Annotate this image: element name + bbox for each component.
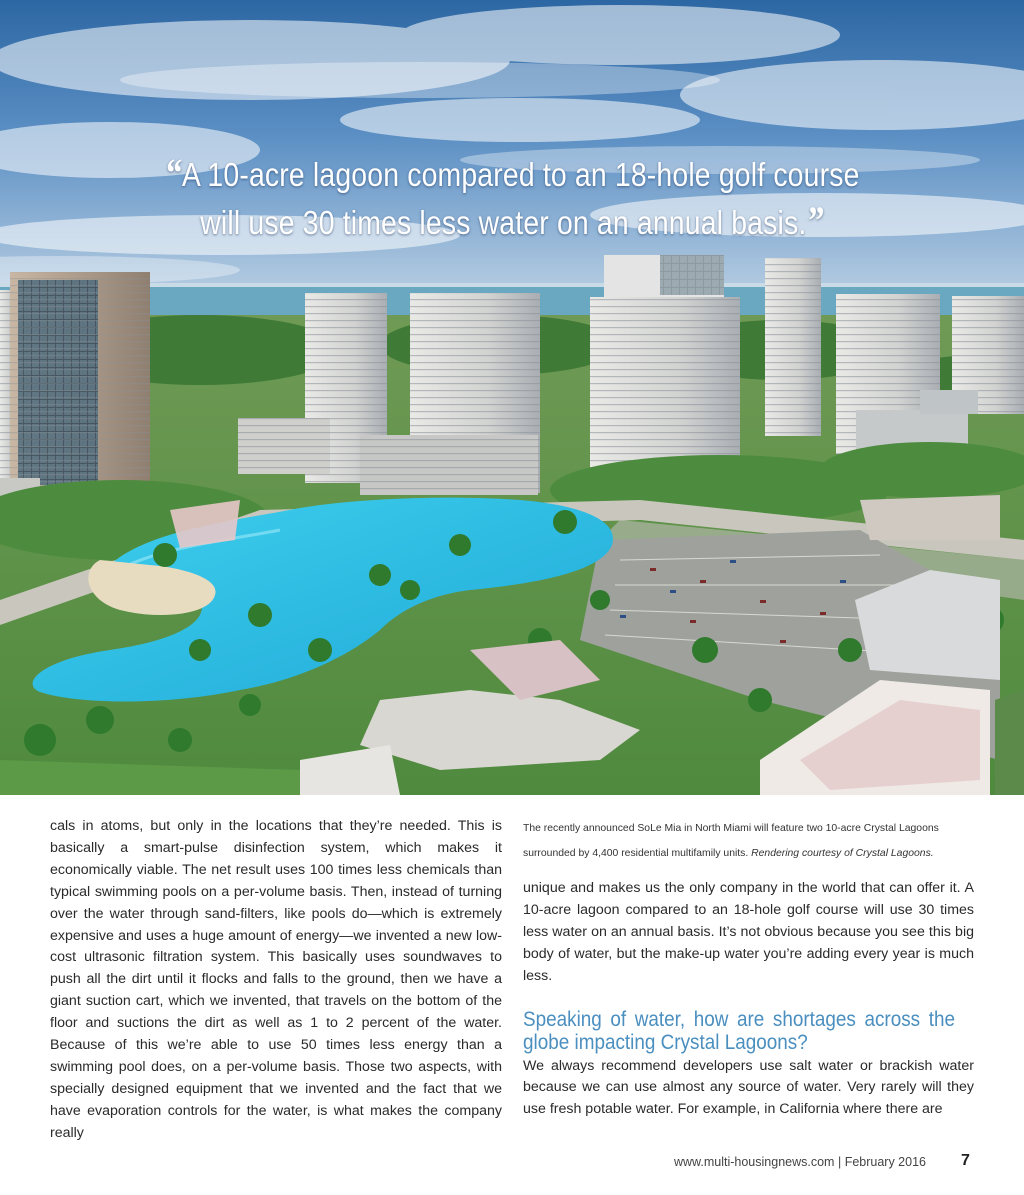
open-quote-mark: “	[164, 150, 182, 195]
right-column-paragraph-2: We always recommend developers use salt water or brackish water because we can use almost any source of water. Very rarely will they use fresh potable water. For example, in California where there are	[523, 1057, 974, 1118]
footer-separator: |	[837, 1155, 842, 1169]
right-column-body	[523, 878, 974, 1121]
caption-credit: Rendering courtesy of Crystal Lagoons.	[751, 848, 934, 859]
caption-text: The recently announced SoLe Mia in North Miami will feature two 10-acre Crystal Lagoons surrounded by 4,400 residential multifamily units.	[523, 823, 939, 859]
close-quote-mark: ”	[806, 198, 824, 243]
article-right-column	[523, 816, 974, 1121]
pull-quote-text-1: A 10-acre lagoon compared to an 18-hole golf course	[181, 156, 860, 193]
footer-site-link[interactable]: www.multi-housingnews.com	[673, 1155, 835, 1169]
page-number: 7	[961, 1152, 970, 1169]
footer-date: February 2016	[844, 1155, 926, 1169]
pull-quote-text-2: will use 30 times less water on an annual basis.	[200, 204, 807, 241]
pull-quote-line-1	[72, 150, 953, 198]
pull-quote	[72, 150, 953, 246]
left-column-paragraph: cals in atoms, but only in the locations that they’re needed. This is basically a smart-pulse disinfection system, which makes it economically viable. The net result uses 100 times less chemicals than typical swimming pools on a per-volume basis. Then, instead of turning over the water through sand-filters, like pools do—which is extremely expensive and uses a huge amount of energy—we invented a new low-cost ultrasonic filtration system. This basically uses soundwaves to push all the dirt until it flocks and falls to the ground, then we have a giant suction cart, which we invented, that travels on the bottom of the floor and suctions the dirt as well as 1 to 2 percent of the water. Because of this we’re able to use 50 times less energy than a swimming pool does, on a per-volume basis. Those two aspects, with specially designed equipment that we invented and the fact that we have evaporation controls for the water, is what makes the company really	[50, 818, 502, 1141]
right-column-paragraph-1: unique and makes us the only company in the world that can offer it. A 10-acre lagoon compared to an 18-hole golf course will use 30 times less water on an annual basis. It’s not obvious because you see this big body of water, but the make-up water you’re adding every year is much less.	[523, 880, 974, 984]
footer-text	[674, 1155, 926, 1169]
image-caption	[523, 816, 974, 866]
pull-quote-line-2	[72, 198, 953, 246]
section-subhead: Speaking of water, how are shortages across the globe impacting Crystal Lagoons?	[523, 1007, 955, 1054]
article-left-column	[50, 816, 502, 1145]
page-footer	[0, 1152, 1024, 1172]
